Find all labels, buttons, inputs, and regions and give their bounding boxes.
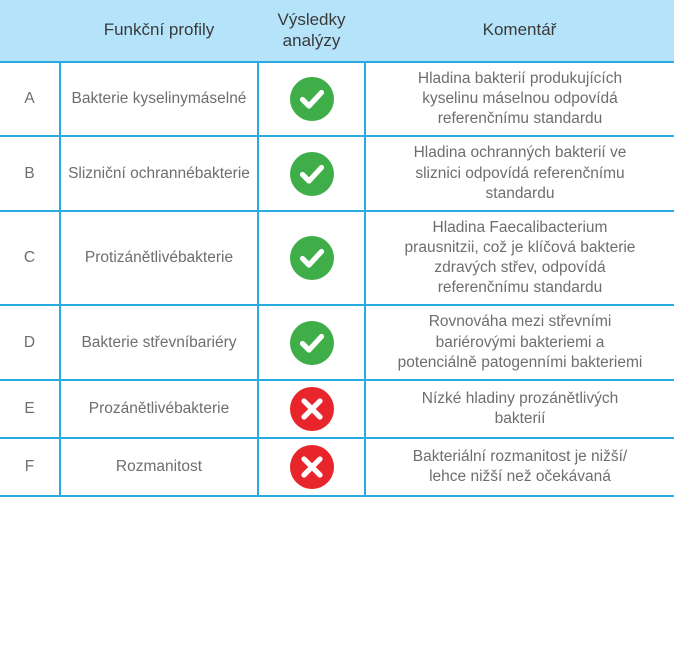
functional-profile-line: bakterie	[174, 399, 230, 417]
comment-line: Hladina ochranných bakterií ve	[413, 144, 627, 162]
functional-profile-name	[60, 211, 258, 306]
functional-profile-line: Bakterie kyseliny	[71, 90, 188, 108]
comment-line: bakterií	[494, 409, 546, 427]
functional-profile-name	[60, 438, 258, 496]
comment-line: Hladina bakterií produkujících	[417, 70, 623, 87]
check-circle-icon	[290, 236, 334, 280]
analysis-result-cell	[258, 438, 365, 496]
table-row	[0, 380, 674, 438]
row-letter: D	[0, 305, 60, 379]
comment-line: sliznici odpovídá referenčnímu	[415, 164, 625, 182]
functional-profile-line: Prozánětlivé	[88, 399, 175, 417]
comment-cell	[365, 380, 674, 438]
table-header-row	[0, 0, 674, 62]
column-header-functional-profiles: Funkční profily	[60, 0, 258, 62]
comment-cell	[365, 305, 674, 379]
column-header-analysis-results	[258, 0, 365, 62]
comment-line: potenciálně patogenními bakteriemi	[397, 353, 643, 371]
x-circle-icon	[290, 387, 334, 431]
table-row	[0, 305, 674, 379]
comment-line: lehce nižší než očekávaná	[429, 467, 611, 485]
comment-line: prausnitzii, což je klíčová bakterie	[404, 238, 636, 256]
comment-line: bariérovými bakteriemi a	[435, 333, 605, 351]
comment-line: Rovnováha mezi střevními	[428, 313, 612, 331]
functional-profile-name	[60, 380, 258, 438]
functional-profile-name	[60, 62, 258, 136]
functional-profile-name	[60, 305, 258, 379]
functional-profile-line: bakterie	[177, 249, 234, 267]
analysis-result-cell	[258, 380, 365, 438]
check-circle-icon	[290, 152, 334, 196]
row-letter: F	[0, 438, 60, 496]
row-letter: E	[0, 380, 60, 438]
comment-line: zdravých střev, odpovídá	[434, 259, 606, 277]
column-header-analysis-results-line2: analýzy	[282, 30, 341, 50]
functional-profile-line: máselné	[187, 90, 247, 108]
functional-profile-name	[60, 136, 258, 210]
comment-cell	[365, 438, 674, 496]
row-letter: A	[0, 62, 60, 136]
table-header	[0, 0, 674, 62]
analysis-result-cell	[258, 305, 365, 379]
column-header-letter	[0, 0, 60, 62]
x-circle-icon	[290, 445, 334, 489]
comment-line: kyselinu máselnou odpovídá	[422, 90, 618, 108]
table-row	[0, 62, 674, 136]
comment-line: Nízké hladiny prozánětlivých	[421, 389, 619, 407]
functional-profile-line: bakterie	[194, 164, 250, 182]
column-header-analysis-results-line1: Výsledky	[277, 10, 346, 30]
analysis-result-cell	[258, 136, 365, 210]
analysis-result-cell	[258, 62, 365, 136]
check-circle-icon	[290, 321, 334, 365]
analysis-result-cell	[258, 211, 365, 306]
functional-profile-line: bariéry	[189, 333, 237, 351]
comment-line: standardu	[485, 184, 555, 202]
comment-cell	[365, 211, 674, 306]
table-body	[0, 62, 674, 496]
comment-line: Bakteriální rozmanitost je nižší/	[412, 447, 628, 465]
comment-cell	[365, 136, 674, 210]
table-row	[0, 136, 674, 210]
row-letter: C	[0, 211, 60, 306]
comment-line: referenčnímu standardu	[437, 279, 603, 297]
comment-line: referenčnímu standardu	[437, 110, 603, 128]
functional-profile-line: Rozmanitost	[115, 457, 203, 475]
table-row	[0, 211, 674, 306]
functional-profile-line: Slizniční ochranné	[68, 164, 195, 182]
functional-profile-line: Protizánětlivé	[84, 249, 178, 267]
row-letter: B	[0, 136, 60, 210]
column-header-comment: Komentář	[365, 0, 674, 62]
check-circle-icon	[290, 77, 334, 121]
comment-line: Hladina Faecalibacterium	[432, 218, 608, 236]
comment-cell	[365, 62, 674, 136]
table-row	[0, 438, 674, 496]
functional-profile-line: Bakterie střevní	[81, 333, 190, 351]
